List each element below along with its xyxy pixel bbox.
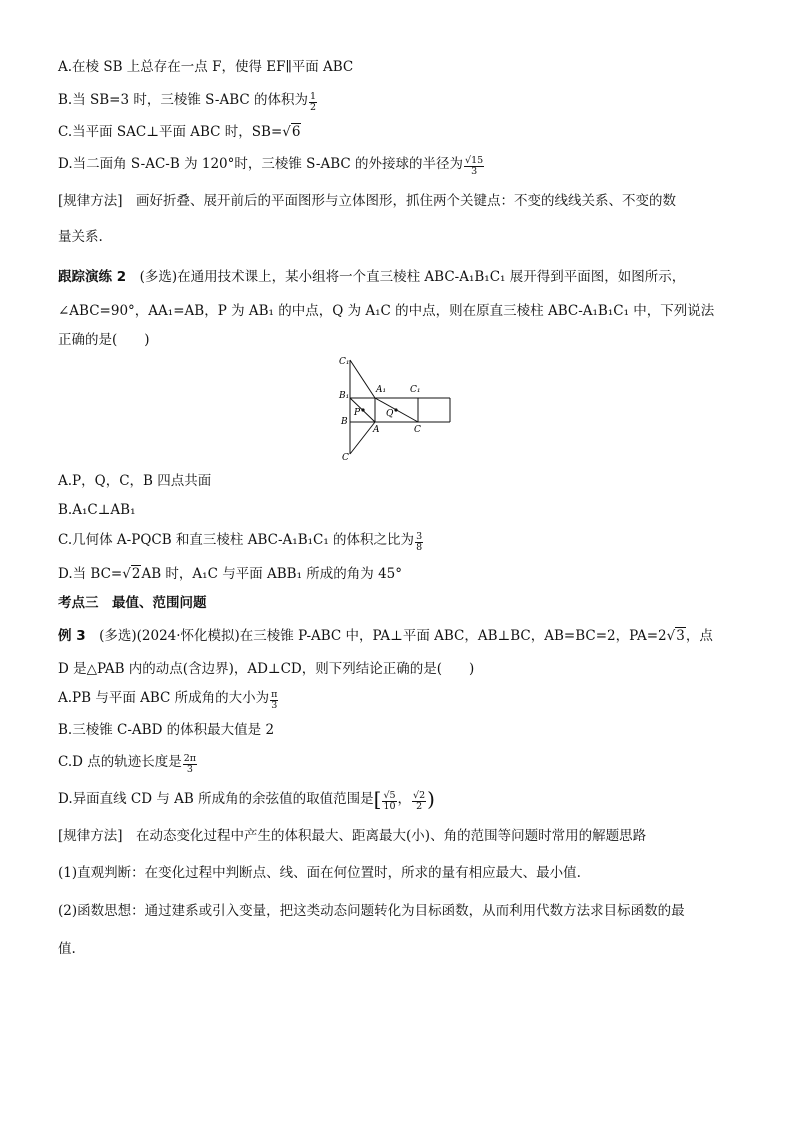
- fraction-numerator: 3: [416, 531, 423, 542]
- label-a1: A₁: [376, 385, 387, 395]
- practice-2-line-1: [58, 268, 748, 286]
- example-3-option-c-text: C.D 点的轨迹长度是: [58, 754, 182, 770]
- fraction: [270, 690, 278, 711]
- fraction: [464, 156, 484, 177]
- example-3-heading: 例 3: [58, 628, 86, 644]
- practice-2-line-3: 正确的是( ): [58, 332, 150, 348]
- fraction-numerator: √2: [413, 790, 426, 801]
- fraction-denominator: 10: [383, 801, 396, 812]
- label-c1: C₁: [410, 385, 421, 395]
- square-root: √6: [282, 124, 301, 140]
- fraction: [412, 791, 426, 812]
- fraction-denominator: 3: [271, 700, 278, 711]
- label-a: A: [373, 425, 380, 435]
- practice-2-option-d-post: AB 时，A₁C 与平面 ABB₁ 所成的角为 45°: [141, 566, 403, 582]
- example-3-text-post: ，点: [685, 628, 713, 644]
- method-note-2-item-2: (2)函数思想：通过建系或引入变量，把这类动态问题转化为目标函数，从而利用代数方法求目标函数的最: [58, 903, 685, 919]
- close-paren: ): [427, 787, 435, 811]
- fraction-numerator: √5: [383, 790, 396, 801]
- method-note-2-title: [规律方法] 在动态变化过程中产生的体积最大、距离最大(小)、角的范围等问题时常用的解题思路: [58, 828, 647, 844]
- fraction-denominator: 3: [186, 764, 193, 775]
- radicand: 3: [676, 628, 685, 644]
- practice-2-option-c-text: C.几何体 A-PQCB 和直三棱柱 ABC-A₁B₁C₁ 的体积之比为: [58, 532, 415, 548]
- bottom-triangle-hypotenuse: [350, 422, 375, 454]
- example-3-option-b: B.三棱锥 C-ABD 的体积最大值是 2: [58, 722, 275, 738]
- square-root: √3: [666, 628, 685, 644]
- fraction: [415, 532, 423, 553]
- method-note-2-item-2-cont: 值.: [58, 941, 76, 957]
- label-p: P: [354, 408, 361, 418]
- prev-option-b: [58, 91, 748, 113]
- point-q: [394, 408, 397, 411]
- label-c1-top: C₁: [339, 357, 350, 367]
- fraction-numerator: 2π: [183, 753, 197, 764]
- method-note-1: [规律方法] 画好折叠、展开前后的平面图形与立体图形，抓住两个关键点：不变的线线关系、不变的数: [58, 193, 677, 209]
- practice-2-option-c: [58, 531, 748, 553]
- fraction-denominator: 8: [416, 542, 423, 553]
- label-b: B: [341, 417, 348, 427]
- fraction-denominator: 2: [310, 102, 317, 113]
- prev-option-d: [58, 155, 748, 177]
- interval-separator: ，: [397, 791, 412, 807]
- unfolded-prism-diagram: [330, 352, 460, 468]
- example-3-text-pre: (多选)(2024·怀化模拟)在三棱锥 P-ABC 中，PA⊥平面 ABC，AB⊥BC，AB=BC=2，PA=2: [85, 628, 667, 644]
- practice-2-line-2: ∠ABC=90°，AA₁=AB，P 为 AB₁ 的中点，Q 为 A₁C 的中点，则在原直三棱柱 ABC-A₁B₁C₁ 中，下列说法: [58, 303, 715, 319]
- example-3-option-d-text: D.异面直线 CD 与 AB 所成角的余弦值的取值范围是: [58, 791, 374, 807]
- example-3-option-a: [58, 689, 748, 711]
- top-triangle-hypotenuse: [350, 360, 375, 398]
- label-c-mid: C: [414, 425, 421, 435]
- example-3-option-d: [58, 787, 748, 812]
- practice-2-option-d-pre: D.当 BC=: [58, 566, 123, 582]
- prev-option-b-text: B.当 SB=3 时，三棱锥 S-ABC 的体积为: [58, 92, 309, 108]
- practice-2-heading: 跟踪演练 2: [58, 269, 127, 285]
- point-p: [361, 408, 364, 411]
- label-c-bottom: C: [342, 453, 349, 463]
- label-b1: B₁: [339, 391, 350, 401]
- example-3-line-2: D 是△PAB 内的动点(含边界)，AD⊥CD，则下列结论正确的是( ): [58, 661, 475, 677]
- prev-option-d-text: D.当二面角 S-AC-B 为 120°时，三棱锥 S-ABC 的外接球的半径为: [58, 156, 464, 172]
- fraction-denominator: 2: [416, 801, 423, 812]
- square-root: √2: [122, 566, 141, 582]
- unfolded-prism-figure: [330, 352, 460, 468]
- practice-2-option-d: [58, 565, 748, 583]
- practice-2-option-b: B.A₁C⊥AB₁: [58, 502, 136, 518]
- radicand: 6: [291, 124, 301, 140]
- open-bracket: [: [373, 787, 382, 811]
- example-3-option-a-text: A.PB 与平面 ABC 所成角的大小为: [58, 690, 270, 706]
- radicand: 2: [131, 566, 141, 582]
- fraction: [183, 754, 197, 775]
- practice-2-option-a: A.P，Q，C，B 四点共面: [58, 473, 212, 489]
- label-q: Q: [386, 409, 394, 419]
- example-3-line-1: [58, 627, 748, 645]
- method-note-2-item-1: (1)直观判断：在变化过程中判断点、线、面在何位置时，所求的量有相应最大、最小值.: [58, 865, 581, 881]
- method-note-1-cont: 量关系.: [58, 229, 103, 245]
- prev-option-c: [58, 123, 748, 141]
- fraction-numerator: 1: [310, 91, 317, 102]
- fraction-numerator: √15: [465, 155, 484, 166]
- fraction-numerator: π: [271, 689, 278, 700]
- section-3-title: 考点三 最值、范围问题: [58, 595, 207, 611]
- fraction: [309, 92, 317, 113]
- practice-2-text: (多选)在通用技术课上，某小组将一个直三棱柱 ABC-A₁B₁C₁ 展开得到平面图，如图所示，: [126, 269, 686, 285]
- fraction: [382, 791, 396, 812]
- example-3-option-c: [58, 753, 748, 775]
- fraction-denominator: 3: [471, 166, 478, 177]
- prev-option-a: A.在棱 SB 上总存在一点 F，使得 EF∥平面 ABC: [58, 59, 354, 75]
- prev-option-c-text: C.当平面 SAC⊥平面 ABC 时，SB=: [58, 124, 283, 140]
